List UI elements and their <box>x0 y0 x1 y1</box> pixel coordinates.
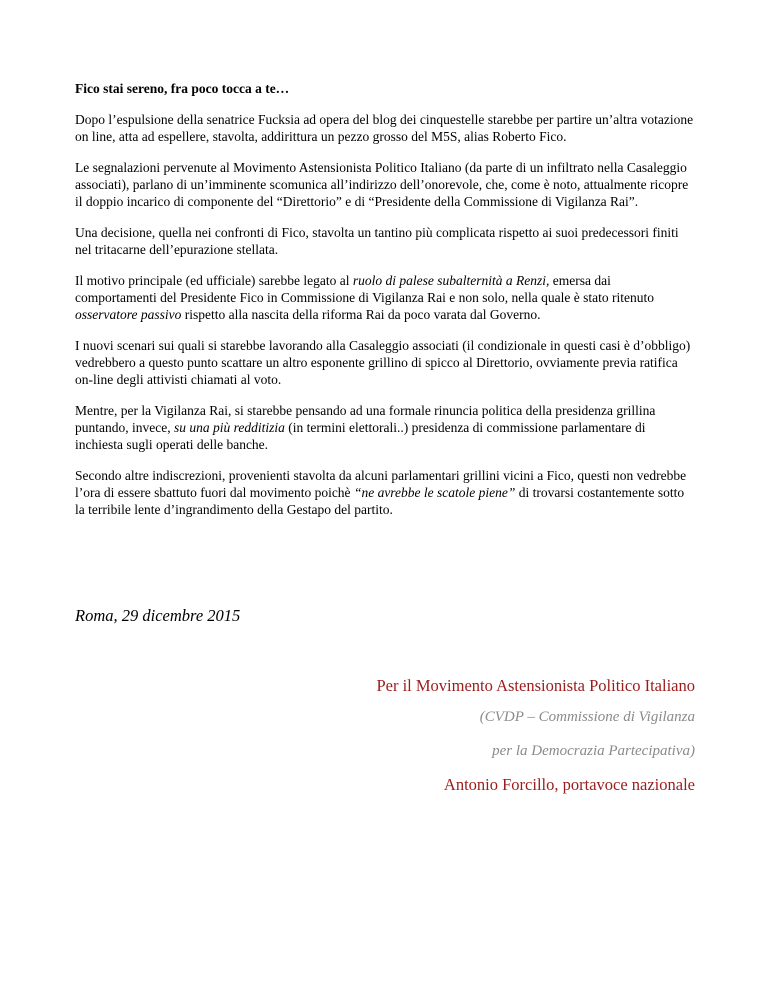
paragraph-1: Dopo l’espulsione della senatrice Fucksia ad opera del blog dei cinquestelle starebbe per partire un’altra votazione on line, atta ad espellere, stavolta, addirittura un pezzo grosso del M5S, alias Roberto Fico. <box>75 112 694 144</box>
paragraph-4 <box>75 272 695 323</box>
paragraph-7-text-a: Secondo altre indiscrezioni, provenienti stavolta da alcuni parlamentari grillini vicini a Fico, questi non vedrebbe l’ora di essere sbattuto fuori dal movimento poichè <box>75 468 687 500</box>
document-title: Fico stai sereno, fra poco tocca a te… <box>75 81 290 96</box>
document-date: Roma, 29 dicembre 2015 <box>75 606 241 625</box>
signature-organization: Per il Movimento Astensionista Politico Italiano <box>376 676 695 695</box>
paragraph-5: I nuovi scenari sui quali si starebbe lavorando alla Casaleggio associati (il condizionale in questi casi è d’obbligo) vedrebbero a questo punto scattare un altro esponente grillino di spicco al Direttorio, ovviamente previa ratifica on-line degli attivisti chiamati al voto. <box>75 338 691 387</box>
document-body <box>75 80 695 532</box>
paragraph-4-text-b: emersa dai comportamenti del Presidente Fico in Commissione di Vigilanza Rai e non solo, nella quale è stato ritenuto <box>75 273 654 305</box>
paragraph-2: Le segnalazioni pervenute al Movimento Astensionista Politico Italiano (da parte di un infiltrato nella Casaleggio associati), parlano di un’imminente scomunica all’indirizzo dell’onorevole, che, come è noto, attualmente ricopre il doppio incarico di componente del “Direttorio” e di “Presidente della Commissione di Vigilanza Rai”. <box>75 160 689 209</box>
signature-name: Antonio Forcillo, portavoce nazionale <box>443 775 695 794</box>
paragraph-7-quote: “ne avrebbe le scatole piene” <box>353 485 516 500</box>
paragraph-6-text-b: (in termini elettorali..) presidenza di commissione parlamentare di inchiesta sugli operati delle banche. <box>75 420 646 452</box>
paragraph-6-text-a: Mentre, per la Vigilanza Rai, si starebbe pensando ad una formale rinuncia politica della presidenza grillina puntando, invece, <box>75 403 656 435</box>
paragraph-6 <box>75 402 695 453</box>
paragraph-4-emphasis-a: ruolo di palese subalternità a Renzi, <box>352 273 550 288</box>
signature-committee-line-2: per la Democrazia Partecipativa) <box>492 743 695 759</box>
signature-committee-line-1: (CVDP – Commissione di Vigilanza <box>479 709 695 725</box>
paragraph-4-text-a: Il motivo principale (ed ufficiale) sarebbe legato al <box>75 273 353 288</box>
paragraph-6-emphasis: su una più redditizia <box>173 420 285 435</box>
paragraph-4-text-c: rispetto alla nascita della riforma Rai da poco varata dal Governo. <box>181 307 541 322</box>
paragraph-3: Una decisione, quella nei confronti di Fico, stavolta un tantino più complicata rispetto ai suoi predecessori finiti nel tritacarne dell’epurazione stellata. <box>75 225 679 257</box>
paragraph-7-text-b: di trovarsi costantemente sotto la terribile lente d’ingrandimento della Gestapo del partito. <box>75 485 685 517</box>
paragraph-4-emphasis-b: osservatore passivo <box>75 307 182 322</box>
paragraph-7 <box>75 467 695 518</box>
